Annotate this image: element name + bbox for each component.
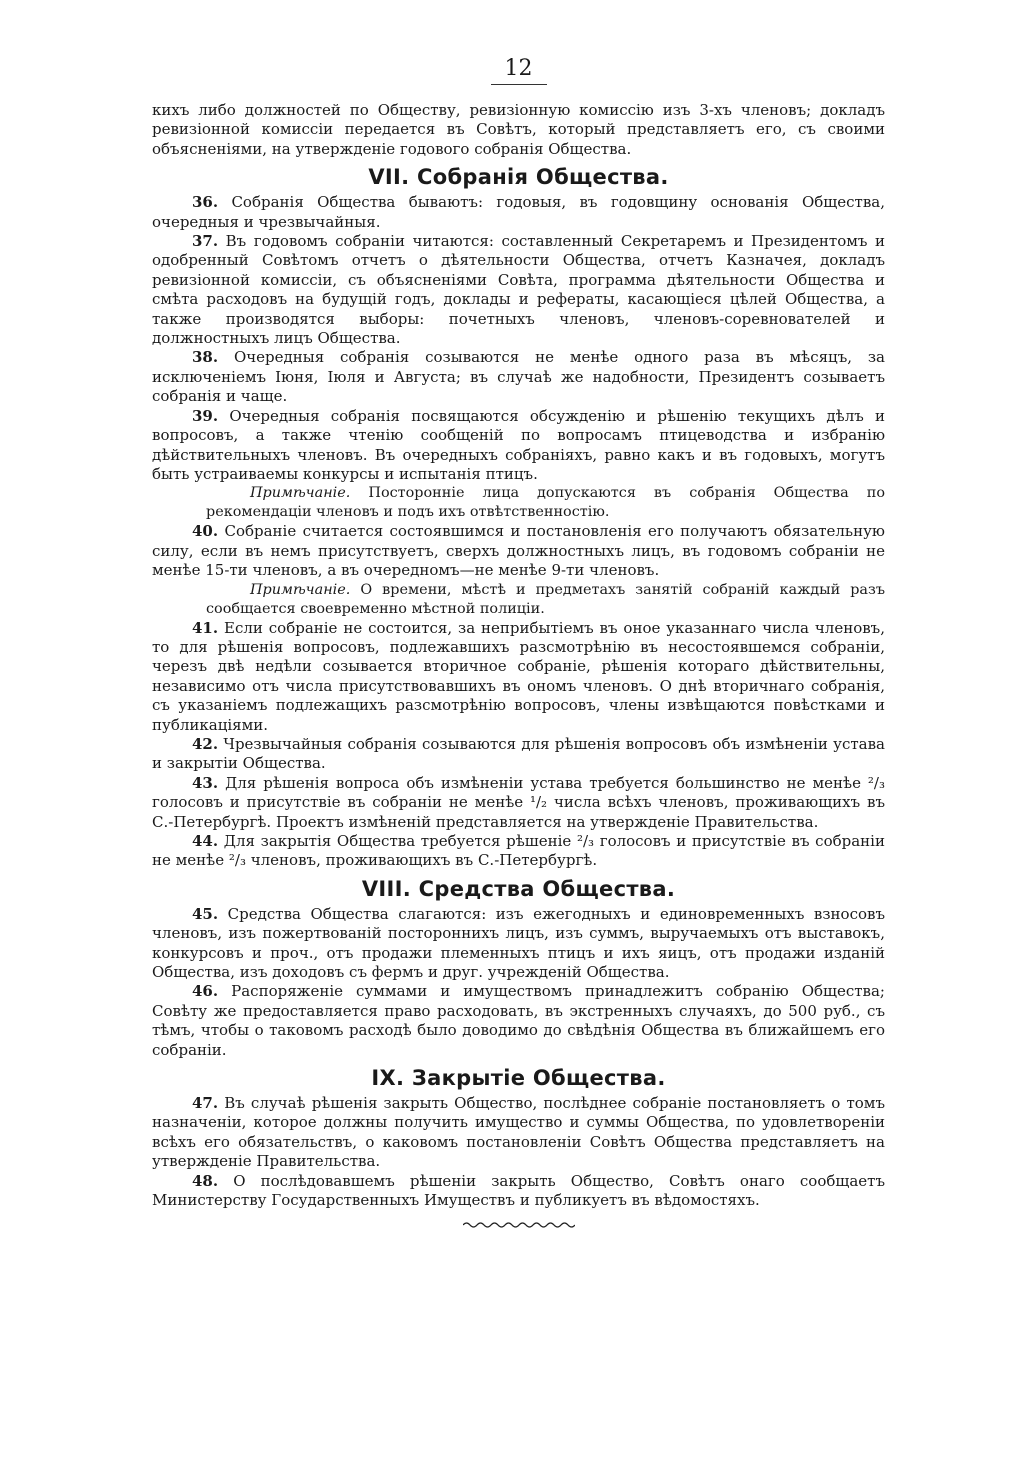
paragraph-38 (152, 348, 885, 406)
paragraph-number: 36. (192, 193, 219, 212)
note-label: Примѣчаніе. (250, 485, 351, 502)
paragraph-text: Для закрытія Общества требуется рѣшеніе ²/₃ голосовъ и присутствіе въ собраніи не менѣе ²/₃ членовъ, проживающихъ въ С.-Петербургѣ. (152, 832, 885, 870)
section-heading-vii: VII. Собранія Общества. (368, 165, 669, 190)
note-text: О времени, мѣстѣ и предметахъ занятій собраній каждый разъ сообщается своевременно мѣстной полиціи. (206, 581, 885, 617)
paragraph-text: Очередныя собранія посвящаются обсужденію и рѣшенію текущихъ дѣлъ и вопросовъ, а также чтенію сообщеній по вопросамъ птицеводства и избранію дѣйствительныхъ членовъ. Въ очередныхъ собраніяхъ, равно какъ и въ годовыхъ, могутъ быть устраиваемы конкурсы и испытанія птицъ. (152, 406, 885, 483)
paragraph-number: 43. (192, 773, 219, 792)
paragraph-number: 48. (192, 1171, 219, 1190)
paragraph-42 (152, 735, 885, 774)
paragraph-number: 41. (192, 618, 219, 637)
note-text: Посторонніе лица допускаются въ собранія Общества по рекомендаціи членовъ и подъ ихъ отвѣтственностію. (206, 485, 885, 521)
paragraph-44 (152, 832, 885, 871)
paragraph-text: Если собраніе не состоится, за неприбытіемъ въ оное указаннаго числа членовъ, то для рѣшенія вопросовъ, подлежавшихъ разсмотрѣнію въ несостоявшемся собраніи, черезъ двѣ недѣли созывается вторичное собраніе, рѣшенія котораго дѣйствительны, независимо отъ числа присутствовавшихъ въ ономъ членовъ. О днѣ вторичнаго собранія, съ указаніемъ подлежащихъ разсмотрѣнію вопросовъ, члены извѣщаются повѣстками и публикаціями. (152, 618, 885, 734)
intro-paragraph: кихъ либо должностей по Обществу, ревизіонную комиссію изъ 3-хъ членовъ; докладъ ревизіонной комиссіи передается въ Совѣтъ, который представляетъ его, съ своими объясненіями, на утвержденіе годового собранія Общества. (152, 101, 885, 158)
paragraph-text: Собранія Общества бываютъ: годовыя, въ годовщину основанія Общества, очередныя и чрезвычайныя. (152, 193, 885, 231)
paragraph-number: 47. (192, 1094, 219, 1113)
paragraph-number: 46. (192, 982, 219, 1001)
paragraph-text: Распоряженіе суммами и имуществомъ принадлежитъ собранію Общества; Совѣту же предоставляется право расходовать, въ экстренныхъ случаяхъ, до 500 руб., съ тѣмъ, чтобы о таковомъ расходѣ было доводимо до свѣдѣнія Общества въ ближайшемъ его собраніи. (152, 982, 885, 1059)
paragraph-text: Собраніе считается состоявшимся и постановленія его получаютъ обязательную силу, если въ немъ присутствуетъ, сверхъ должностныхъ лицъ, въ годовомъ собраніи не менѣе 15-ти членовъ, а въ очередномъ—не менѣе 9-ти членовъ. (152, 522, 885, 580)
paragraph-text: Чрезвычайныя собранія созываются для рѣшенія вопросовъ объ измѣненіи устава и закрытіи Общества. (152, 734, 885, 773)
paragraph-40 (152, 522, 885, 580)
paragraph-text: О послѣдовавшемъ рѣшеніи закрыть Общество, Совѣтъ онаго сообщаетъ Министерству Государственныхъ Имуществъ и публикуетъ въ вѣдомостяхъ. (152, 1171, 885, 1210)
paragraph-43 (152, 774, 885, 832)
paragraph-39 (152, 407, 885, 485)
paragraph-number: 38. (192, 348, 219, 367)
paragraph-text: Въ годовомъ собраніи читаются: составленный Секретаремъ и Президентомъ и одобренный Совѣтомъ отчетъ о дѣятельности Общества, отчетъ Казначея, докладъ ревизіонной комиссіи, съ объясненіями Совѣта, программа дѣятельности Общества и смѣта расходовъ на будущій годъ, доклады и рефераты, касающіеся цѣлей Общества, а также производятся выборы: почетныхъ членовъ, членовъ-соревнователей и должностныхъ лицъ Общества. (152, 232, 885, 348)
paragraph-46 (152, 982, 885, 1060)
note-39 (206, 484, 885, 522)
note-label: Примѣчаніе. (250, 581, 351, 598)
paragraph-47 (152, 1094, 885, 1172)
paragraph-text: Средства Общества слагаются: изъ ежегодныхъ и единовременныхъ взносовъ членовъ, изъ пожертвованій постороннихъ лицъ, изъ суммъ, выручаемыхъ отъ выставокъ, конкурсовъ и проч., отъ продажи племенныхъ птицъ и ихъ яицъ, отъ продажи изданій Общества, изъ доходовъ съ фермъ и друг. учрежденій Общества. (152, 904, 885, 982)
paragraph-number: 40. (192, 522, 219, 541)
paragraph-45 (152, 905, 885, 983)
note-40 (206, 581, 885, 619)
paragraph-number: 44. (192, 832, 219, 850)
paragraph-text: Для рѣшенія вопроса объ измѣненіи устава требуется большинство не менѣе ²/₃ голосовъ и присутствіе въ собраніи не менѣе ¹/₂ числа всѣхъ членовъ, проживающихъ въ С.-Петербургѣ. Проектъ измѣненій представляется на утвержденіе Правительства. (152, 773, 885, 831)
paragraph-48 (152, 1172, 885, 1211)
paragraph-number: 45. (192, 904, 219, 923)
paragraph-text: Въ случаѣ рѣшенія закрыть Общество, послѣднее собраніе постановляетъ о томъ назначеніи, которое должны получить имущество и суммы Общества, по удовлетвореніи всѣхъ его обязательствъ, о каковомъ постановленіи Совѣтъ Общества представляетъ на утвержденіе Правительства. (152, 1094, 885, 1171)
paragraph-number: 39. (192, 406, 219, 425)
paragraph-text: Очередныя собранія созываются не менѣе одного раза въ мѣсяцъ, за исключеніемъ Іюня, Іюля и Августа; въ случаѣ же надобности, Президентъ созываетъ собранія и чаще. (152, 348, 885, 406)
paragraph-41 (152, 619, 885, 735)
paragraph-number: 42. (192, 734, 219, 753)
paragraph-37 (152, 232, 885, 348)
section-heading-ix: IX. Закрытіе Общества. (371, 1066, 666, 1091)
page-number: 12 (152, 56, 885, 85)
wavy-rule-icon (463, 1220, 575, 1230)
paragraph-number: 37. (192, 232, 219, 251)
paragraph-36 (152, 193, 885, 232)
section-heading-viii: VIII. Средства Общества. (361, 876, 676, 901)
end-ornament (152, 1219, 885, 1233)
